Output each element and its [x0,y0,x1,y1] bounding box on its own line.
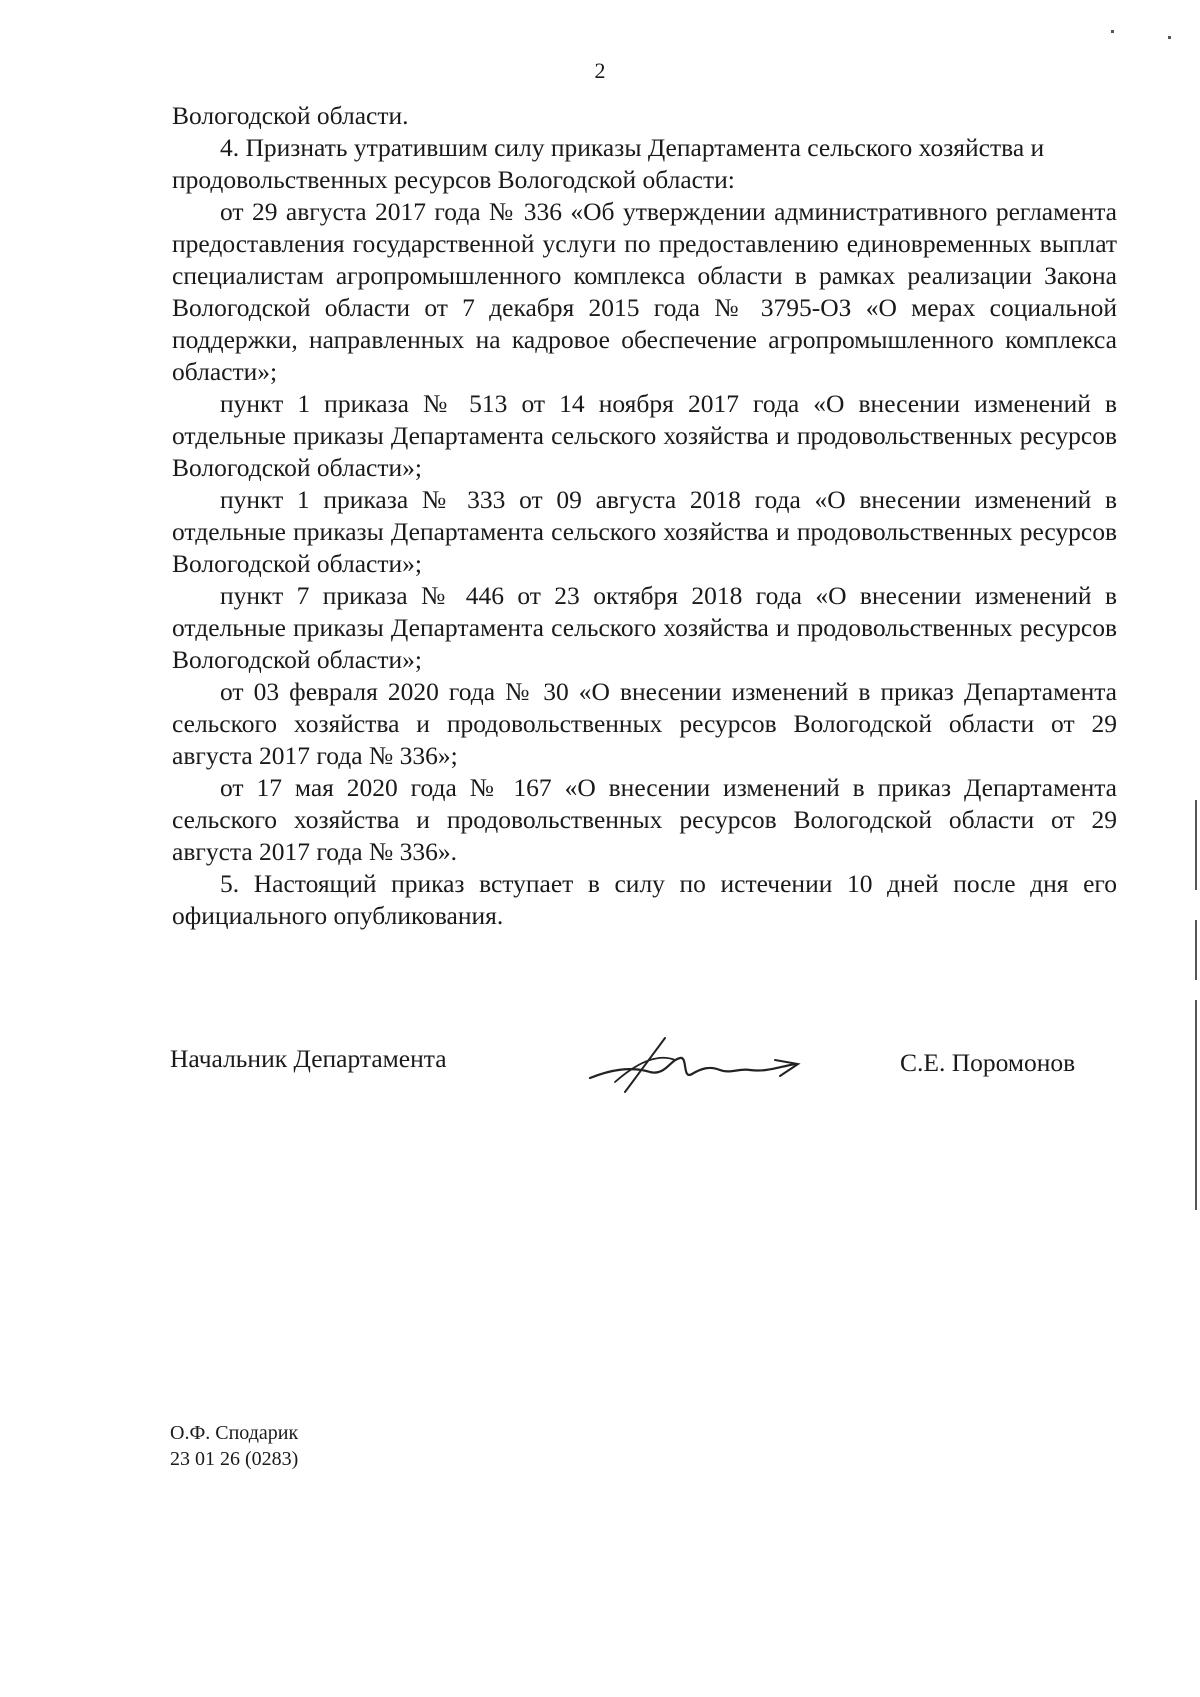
paragraph-order-446: пункт 7 приказа № 446 от 23 октября 2018 года «О внесении изменений в отдельные приказы Департамента сельского хозяйства и продовольственных ресурсов Вологодской области»; [172,581,1117,674]
executor-phone: 23 01 26 (0283) [170,1448,299,1470]
paragraph-continuation: Вологодской области. [172,101,409,130]
executor-info [170,1420,298,1472]
signatory-title: Начальник Департамента [170,1044,447,1073]
scan-artifact [1111,30,1114,33]
paragraph-order-513: пункт 1 приказа № 513 от 14 ноября 2017 года «О внесении изменений в отдельные приказы Департамента сельского хозяйства и продовольственных ресурсов Вологодской области»; [172,389,1117,482]
paragraph-order-336: от 29 августа 2017 года № 336 «Об утверждении административного регламента предоставления государственной услуги по предоставлению единовременных выплат специалистам агропромышленного комплекса области в рамках реализации Закона Вологодской области от 7 декабря 2015 года № 3795-ОЗ «О мерах социальной поддержки, направленных на кадровое обеспечение агропромышленного комплекса области»; [172,197,1117,386]
page-number: 2 [594,58,606,83]
scan-artifact [1195,920,1197,980]
scan-artifact [1195,1000,1197,1210]
signature-block [170,1030,1120,1110]
executor-name: О.Ф. Сподарик [170,1422,299,1444]
scan-artifact [1195,800,1197,890]
document-body [172,100,1117,932]
paragraph-order-167: от 17 мая 2020 года № 167 «О внесении изменений в приказ Департамента сельского хозяйства и продовольственных ресурсов Вологодской области от 29 августа 2017 года № 336». [172,773,1117,866]
paragraph-order-30: от 03 февраля 2020 года № 30 «О внесении изменений в приказ Департамента сельского хозяйства и продовольственных ресурсов Вологодской области от 29 августа 2017 года № 336»; [172,677,1117,770]
paragraph-item-5: 5. Настоящий приказ вступает в силу по истечении 10 дней после дня его официального опубликования. [172,869,1117,930]
paragraph-order-333: пункт 1 приказа № 333 от 09 августа 2018 года «О внесении изменений в отдельные приказы Департамента сельского хозяйства и продовольственных ресурсов Вологодской области»; [172,485,1117,578]
signatory-name: С.Е. Поромонов [900,1048,1076,1077]
scan-artifact [1168,36,1171,39]
handwritten-signature [570,1030,810,1110]
paragraph-item-4: 4. Признать утратившим силу приказы Департамента сельского хозяйства и продовольственных ресурсов Вологодской области: [172,133,1045,194]
